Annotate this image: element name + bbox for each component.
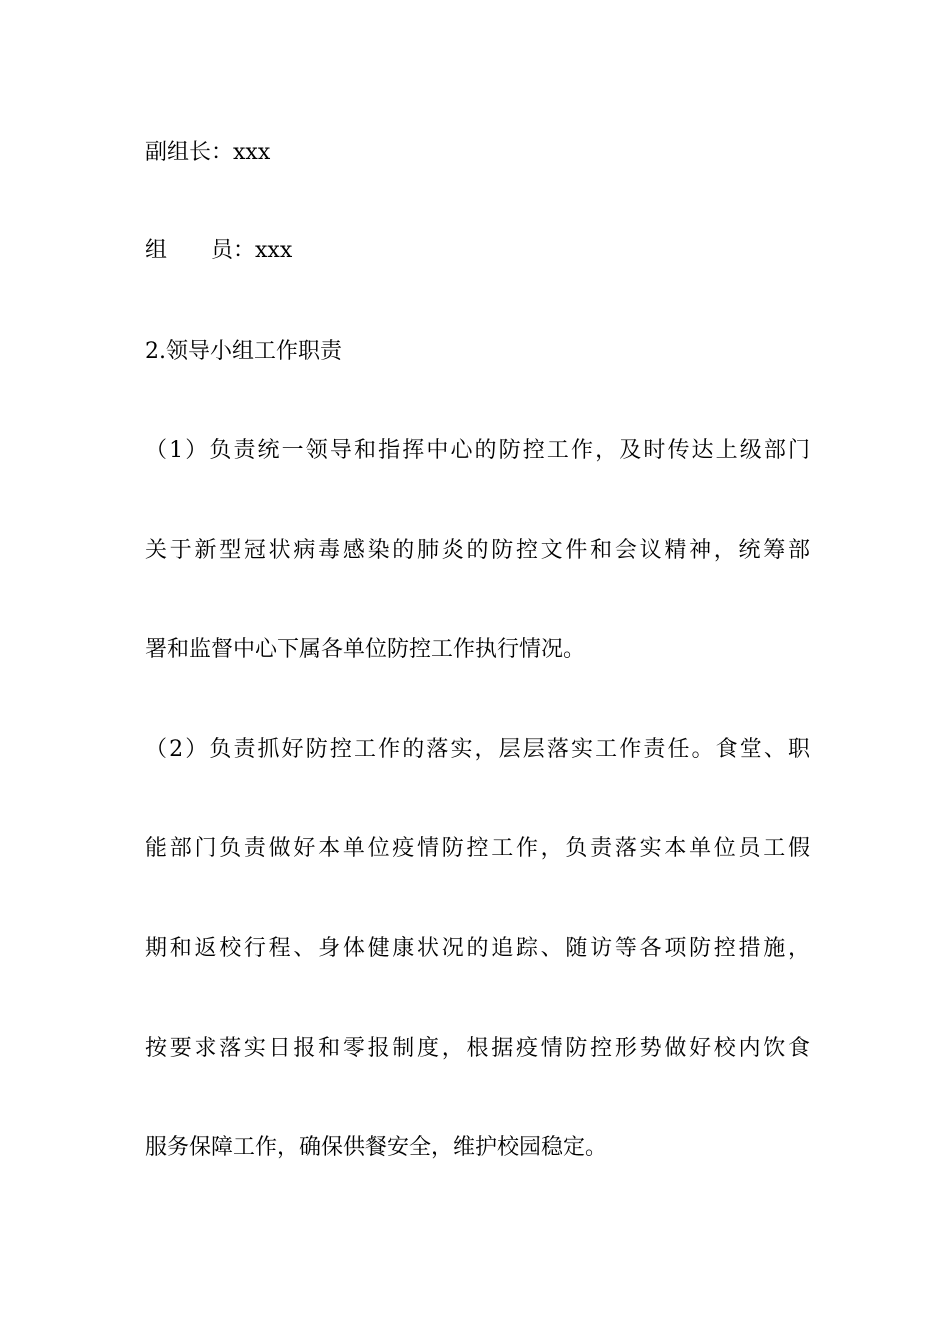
paragraph-2-line-3: 期和返校行程、身体健康状况的追踪、随访等各项防控措施， (145, 936, 810, 961)
paragraph-2-line-5: 服务保障工作，确保供餐安全，维护校园稳定。 (145, 1135, 608, 1160)
paragraph-1-line-1: （1）负责统一领导和指挥中心的防控工作，及时传达上级部门 (145, 438, 810, 463)
paragraph-1-line-2: 关于新型冠状病毒感染的肺炎的防控文件和会议精神，统筹部 (145, 538, 810, 563)
section-heading: 2.领导小组工作职责 (145, 339, 342, 364)
paragraph-2-line-1: （2）负责抓好防控工作的落实，层层落实工作责任。食堂、职 (145, 737, 810, 762)
paragraph-1-line-3: 署和监督中心下属各单位防控工作执行情况。 (145, 637, 586, 662)
paragraph-2-line-2: 能部门负责做好本单位疫情防控工作，负责落实本单位员工假 (145, 836, 810, 861)
deputy-leader-line: 副组长：xxx (145, 140, 271, 165)
members-line: 组 员：xxx (145, 238, 293, 263)
paragraph-2-line-4: 按要求落实日报和零报制度，根据疫情防控形势做好校内饮食 (145, 1036, 810, 1061)
